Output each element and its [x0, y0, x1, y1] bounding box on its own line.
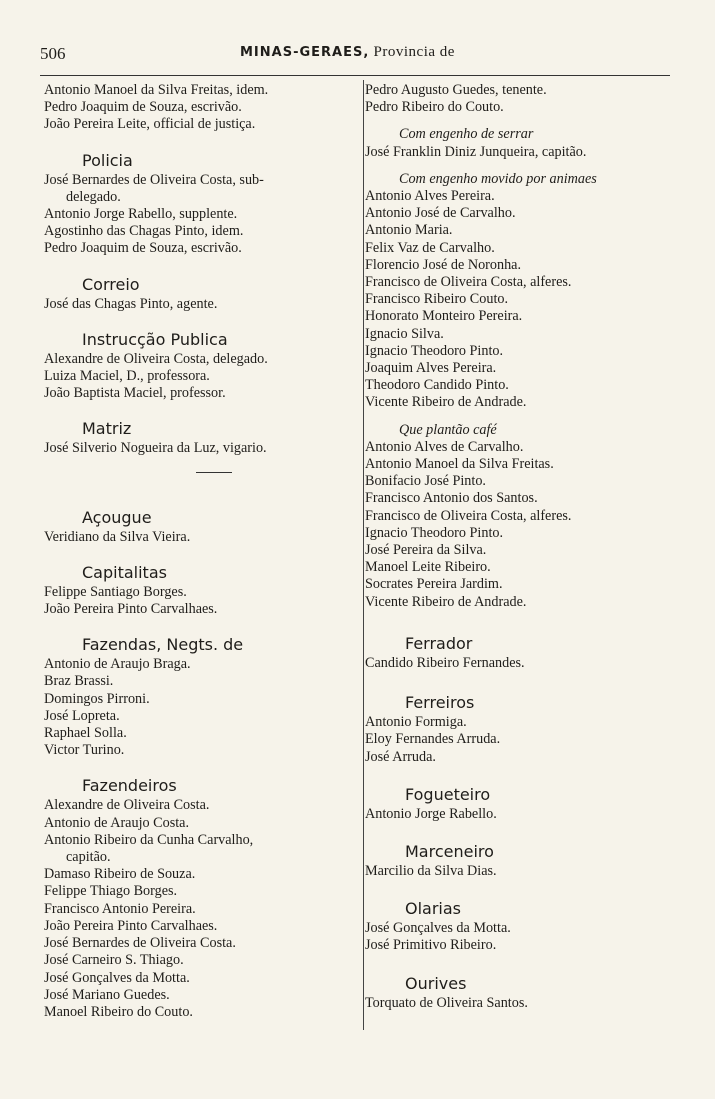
- entry: Francisco de Oliveira Costa, alferes.: [365, 507, 572, 524]
- entry: Antonio Manoel da Silva Freitas.: [365, 456, 554, 473]
- entry: Candido Ribeiro Fernandes.: [365, 654, 525, 671]
- entry: Pedro Augusto Guedes, tenente.: [365, 82, 547, 98]
- entry: José Gonçalves da Motta.: [44, 969, 190, 986]
- entry: Felippe Santiago Borges.: [44, 583, 187, 600]
- entry: Manoel Leite Ribeiro.: [365, 559, 491, 576]
- title-text: MINAS-GERAES,: [240, 45, 370, 60]
- entry-continuation: delegado.: [66, 188, 121, 205]
- entry: Ignacio Silva.: [365, 325, 444, 342]
- entry: Antonio de Araujo Costa.: [44, 814, 190, 831]
- entry: José Silverio Nogueira da Luz, vigario.: [44, 440, 267, 457]
- entry: Theodoro Candido Pinto.: [365, 377, 509, 394]
- entry: José Franklin Diniz Junqueira, capitão.: [365, 143, 587, 160]
- entry: Antonio Jorge Rabello.: [365, 805, 497, 822]
- entry: João Pereira Leite, official de justiça.: [44, 116, 256, 133]
- page-number: 506: [40, 44, 66, 63]
- entry: Manoel Ribeiro do Couto.: [44, 1003, 193, 1020]
- entry: João Pereira Pinto Carvalhaes.: [44, 917, 218, 934]
- section-heading-capitalistas: Capitalitas: [82, 562, 167, 582]
- entry: José Pereira da Silva.: [365, 542, 487, 559]
- entry: Vicente Ribeiro de Andrade.: [365, 593, 527, 610]
- entry: Eloy Fernandes Arruda.: [365, 731, 501, 748]
- entry: José Lopreta.: [44, 707, 120, 724]
- entry: Francisco Antonio Pereira.: [44, 900, 196, 917]
- section-heading-fazendas: Fazendas, Negts. de: [82, 635, 244, 655]
- section-heading-ferreiros: Ferreiros: [405, 693, 475, 713]
- entry: Florencio José de Noronha.: [365, 256, 522, 273]
- entry: José Arruda.: [365, 748, 436, 765]
- left-column: [44, 82, 362, 1021]
- entry: Alexandre de Oliveira Costa, delegado.: [44, 350, 268, 367]
- page-header: [40, 44, 600, 66]
- subsection-heading-cafe: Que plantão café: [399, 421, 497, 438]
- entry: Veridiano da Silva Vieira.: [44, 528, 191, 545]
- entry: Socrates Pereira Jardim.: [365, 576, 503, 593]
- entry: José Carneiro S. Thiago.: [44, 952, 184, 969]
- section-heading-matriz: Matriz: [82, 419, 132, 439]
- section-heading-fogueteiro: Fogueteiro: [405, 784, 491, 804]
- header-rule: [40, 75, 670, 76]
- entry: Ignacio Theodoro Pinto.: [365, 342, 504, 359]
- subsection-heading-serrar: Com engenho de serrar: [399, 126, 534, 143]
- entry: Braz Brassi.: [44, 673, 114, 690]
- entry: Marcilio da Silva Dias.: [365, 862, 497, 879]
- section-heading-acougue: Açougue: [82, 507, 152, 527]
- entry: Antonio Formiga.: [365, 714, 467, 731]
- entry: Pedro Joaquim de Souza, escrivão.: [44, 99, 242, 116]
- entry: José Bernardes de Oliveira Costa.: [44, 935, 236, 952]
- section-heading-ourives: Ourives: [405, 973, 467, 993]
- entry: Antonio Maria.: [365, 222, 453, 239]
- entry-continuation: capitão.: [66, 849, 111, 866]
- column-divider: [363, 80, 364, 1030]
- entry: Raphael Solla.: [44, 725, 127, 742]
- section-heading-correio: Correio: [82, 274, 140, 294]
- entry: Vicente Ribeiro de Andrade.: [365, 394, 527, 411]
- entry: Antonio José de Carvalho.: [365, 205, 516, 222]
- entry: José das Chagas Pinto, agente.: [44, 295, 218, 312]
- entry: Antonio Jorge Rabello, supplente.: [44, 206, 238, 223]
- entry: José Primitivo Ribeiro.: [365, 937, 497, 954]
- entry: Victor Turino.: [44, 742, 125, 759]
- entry: Honorato Monteiro Pereira.: [365, 308, 523, 325]
- section-heading-ferrador: Ferrador: [405, 633, 473, 653]
- entry: José Bernardes de Oliveira Costa, sub-: [44, 171, 264, 188]
- entry: José Gonçalves da Motta.: [365, 920, 511, 937]
- entry: Alexandre de Oliveira Costa.: [44, 797, 210, 814]
- spacer: [44, 473, 362, 491]
- section-heading-instruccao: Instrucção Publica: [82, 329, 228, 349]
- section-heading-olarias: Olarias: [405, 899, 462, 919]
- entry: Antonio Alves de Carvalho.: [365, 438, 524, 455]
- section-heading-fazendeiros: Fazendeiros: [82, 776, 177, 796]
- entry: Antonio Alves Pereira.: [365, 188, 495, 205]
- entry: Felix Vaz de Carvalho.: [365, 239, 495, 256]
- subsection-heading-animaes: Com engenho movido por animaes: [399, 170, 597, 187]
- entry: Joaquim Alves Pereira.: [365, 360, 497, 377]
- entry: Felippe Thiago Borges.: [44, 883, 178, 900]
- entry: Ignacio Theodoro Pinto.: [365, 524, 504, 541]
- entry: Torquato de Oliveira Santos.: [365, 994, 528, 1011]
- entry: Agostinho das Chagas Pinto, idem.: [44, 223, 244, 240]
- entry: Antonio de Araujo Braga.: [44, 656, 191, 673]
- title-subtext: Provincia de: [373, 44, 455, 60]
- entry: João Baptista Maciel, professor.: [44, 385, 226, 402]
- entry: Domingos Pirroni.: [44, 690, 150, 707]
- entry: Damaso Ribeiro de Souza.: [44, 866, 196, 883]
- entry: João Pereira Pinto Carvalhaes.: [44, 601, 218, 618]
- section-heading-marceneiro: Marceneiro: [405, 841, 494, 861]
- entry: Antonio Ribeiro da Cunha Carvalho,: [44, 831, 254, 848]
- entry: Pedro Ribeiro do Couto.: [365, 99, 504, 116]
- entry: Francisco de Oliveira Costa, alferes.: [365, 274, 572, 291]
- entry: José Mariano Guedes.: [44, 986, 170, 1003]
- entry: Francisco Ribeiro Couto.: [365, 291, 509, 308]
- entry: Bonifacio José Pinto.: [365, 473, 486, 490]
- entry: Francisco Antonio dos Santos.: [365, 490, 538, 507]
- entry: Luiza Maciel, D., professora.: [44, 368, 210, 385]
- right-column: [365, 82, 695, 1012]
- section-heading-policia: Policia: [82, 150, 133, 170]
- top-entries: [44, 82, 362, 134]
- entry: Antonio Manoel da Silva Freitas, idem.: [44, 82, 269, 98]
- entry: Pedro Joaquim de Souza, escrivão.: [44, 240, 242, 257]
- running-title: [240, 44, 455, 61]
